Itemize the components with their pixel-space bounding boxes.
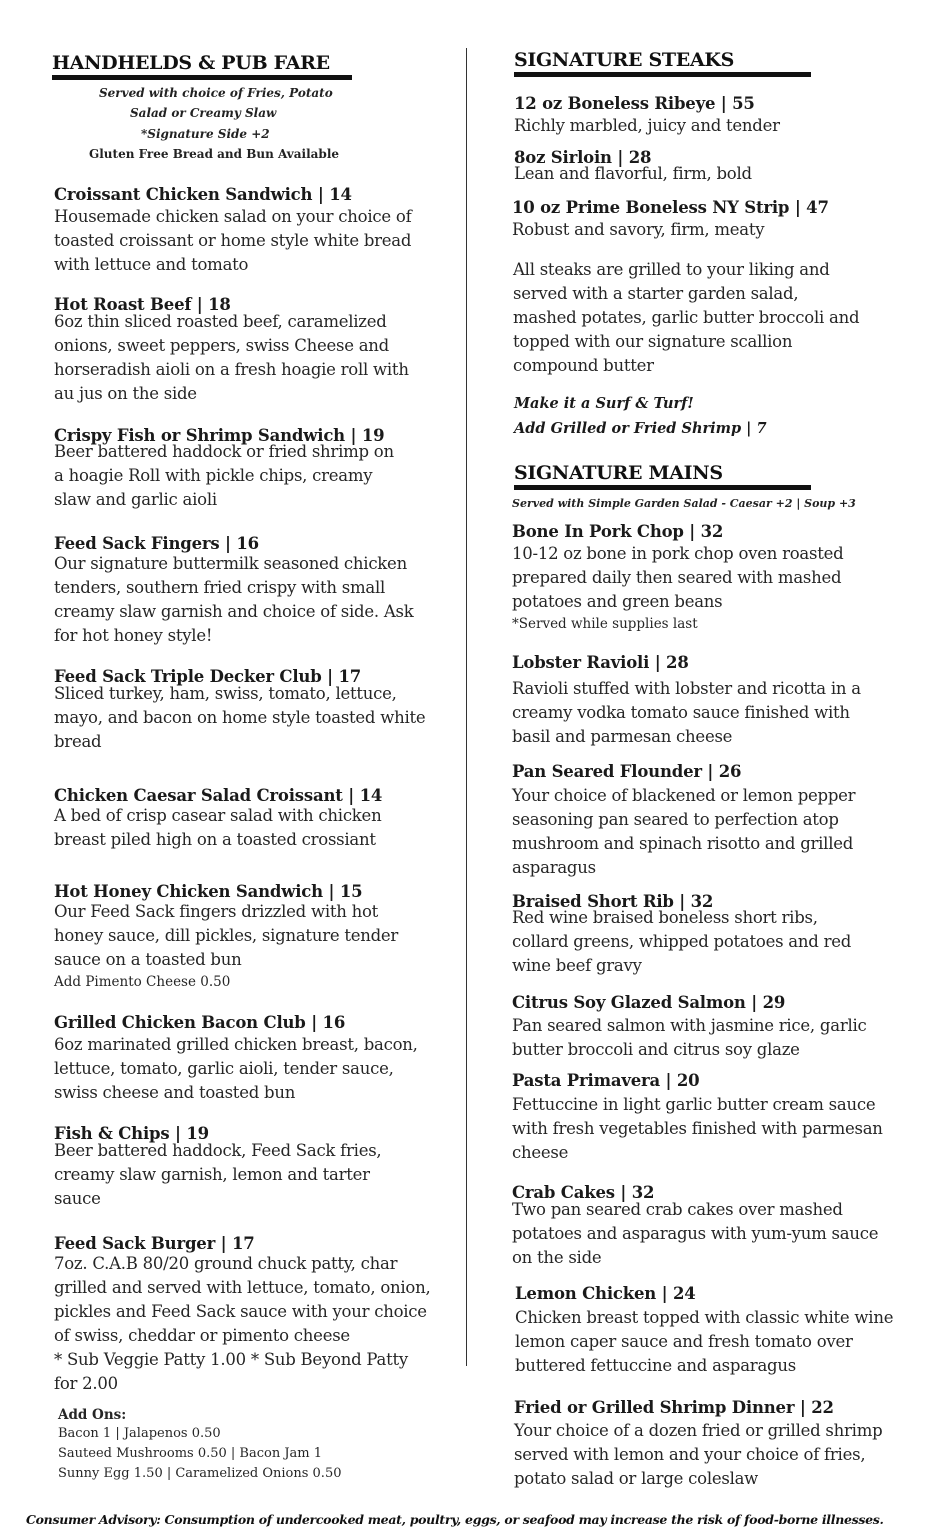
item-description: Beer battered haddock or fried shrimp on a hoagie Roll with pickle chips, creamy slaw and garlic aioli [54,442,394,509]
item-title: Pasta Primavera | 20 [512,1071,700,1090]
item-description: Ravioli stuffed with lobster and ricotta in a creamy vodka tomato sauce finished with basil and parmesan cheese [512,679,861,746]
consumer-advisory: Consumer Advisory: Consumption of undercooked meat, poultry, eggs, or seafood may increase the risk of food-borne illnesses. [26,1512,884,1527]
mains-section-title: SIGNATURE MAINS [514,462,723,484]
item-title: 10 oz Prime Boneless NY Strip | 47 [512,198,829,217]
item-title: Lobster Ravioli | 28 [512,653,689,672]
item-description: Lean and flavorful, firm, bold [514,164,752,183]
item-title: Crab Cakes | 32 [512,1183,655,1202]
item-title: Bone In Pork Chop | 32 [512,522,724,541]
item-description: Red wine braised boneless short ribs, collard greens, whipped potatoes and red wine beef gravy [512,908,852,975]
menu-item [512,993,867,1062]
item-description: 6oz thin sliced roasted beef, caramelized onions, sweet peppers, swiss Cheese and horseradish aioli on a fresh hoagie roll with au jus on the side [54,312,409,403]
item-description: Robust and savory, firm, meaty [512,220,765,239]
item-title: Feed Sack Burger | 17 [54,1234,255,1253]
menu-item [54,1124,381,1211]
item-description: Your choice of a dozen fried or grilled shrimp served with lemon and your choice of fries, potato salad or large coleslaw [514,1421,883,1488]
addons-list: Bacon 1 | Jalapenos 0.50 Sauteed Mushrooms 0.50 | Bacon Jam 1 Sunny Egg 1.50 | Caramelized Onions 0.50 [58,1426,342,1481]
item-description: Our signature buttermilk seasoned chicken tenders, southern fried crispy with small creamy slaw garnish and choice of side. Ask for hot honey style! [54,554,414,645]
item-description: Your choice of blackened or lemon pepper seasoning pan seared to perfection atop mushroom and spinach risotto and grilled asparagus [512,786,856,877]
item-description: 7oz. C.A.B 80/20 ground chuck patty, char grilled and served with lettuce, tomato, onion, pickles and Feed Sack sauce with your choice of swiss, cheddar or pimento cheese * Sub Veggie Patty 1.00 * Sub Beyond Patty for 2.00 [54,1254,431,1393]
item-description: Our Feed Sack fingers drizzled with hot honey sauce, dill pickles, signature tender sauce on a toasted bun [54,902,399,969]
item-title: Grilled Chicken Bacon Club | 16 [54,1013,346,1032]
menu-item [54,882,398,992]
item-description: A bed of crisp casear salad with chicken breast piled high on a toasted crossiant [54,806,382,849]
item-description: Housemade chicken salad on your choice of toasted croissant or home style white bread with lettuce and tomato [54,207,412,274]
menu-item [54,185,411,277]
menu-item [54,786,382,852]
item-description: Richly marbled, juicy and tender [514,116,780,135]
steaks-note: All steaks are grilled to your liking and served with a starter garden salad, mashed potates, garlic butter broccoli and topped with our signature scallion compound butter [513,260,860,375]
menu-item [54,426,394,512]
menu-item [512,892,851,978]
addons-block [58,1406,342,1484]
menu-item [54,1234,430,1396]
item-addon-note: Add Pimento Cheese 0.50 [54,974,231,990]
menu-item [515,1284,893,1378]
handhelds-note-2: Salad or Creamy Slaw [130,106,277,120]
item-note: *Served while supplies last [512,616,698,632]
steaks-section-title: SIGNATURE STEAKS [514,49,735,71]
mains-subtitle: Served with Simple Garden Salad - Caesar +2 | Soup +3 [512,497,856,510]
menu-item [54,295,409,406]
menu-item [512,653,861,749]
item-title: Lemon Chicken | 24 [515,1284,696,1303]
handhelds-title-rule [52,75,352,80]
item-title: Hot Roast Beef | 18 [54,295,231,314]
menu-item [512,198,829,242]
add-shrimp-note: Add Grilled or Fried Shrimp | 7 [514,420,767,437]
item-title: Fried or Grilled Shrimp Dinner | 22 [514,1398,834,1417]
menu-item [512,762,855,880]
item-title: Feed Sack Fingers | 16 [54,534,259,553]
mains-title-rule [514,485,811,490]
item-description: Chicken breast topped with classic white wine lemon caper sauce and fresh tomato over buttered fettuccine and asparagus [515,1308,894,1375]
column-divider [466,48,467,1366]
handhelds-section-title: HANDHELDS & PUB FARE [52,52,330,74]
handhelds-note-1: Served with choice of Fries, Potato [99,86,333,100]
item-description: 10-12 oz bone in pork chop oven roasted prepared daily then seared with mashed potatoes and green beans [512,544,844,611]
item-description: 6oz marinated grilled chicken breast, bacon, lettuce, tomato, garlic aioli, tender sauce, swiss cheese and toasted bun [54,1035,418,1102]
addons-title: Add Ons: [58,1407,127,1423]
item-title: Hot Honey Chicken Sandwich | 15 [54,882,363,901]
menu-item [512,522,843,634]
menu-item [514,94,780,138]
item-title: 8oz Sirloin | 28 [514,148,652,167]
steaks-title-rule [514,72,811,77]
item-title: Crispy Fish or Shrimp Sandwich | 19 [54,426,385,445]
menu-item [54,1013,418,1105]
item-title: 12 oz Boneless Ribeye | 55 [514,94,755,113]
item-title: Citrus Soy Glazed Salmon | 29 [512,993,786,1012]
item-description: Two pan seared crab cakes over mashed potatoes and asparagus with yum-yum sauce on the side [512,1200,879,1267]
item-description: Sliced turkey, ham, swiss, tomato, lettuce, mayo, and bacon on home style toasted white bread [54,684,426,751]
menu-item [514,148,752,186]
item-title: Braised Short Rib | 32 [512,892,714,911]
item-title: Fish & Chips | 19 [54,1124,209,1143]
menu-item [54,667,425,754]
item-title: Croissant Chicken Sandwich | 14 [54,185,352,204]
item-description: Fettuccine in light garlic butter cream sauce with fresh vegetables finished with parmesan cheese [512,1095,883,1162]
item-title: Feed Sack Triple Decker Club | 17 [54,667,362,686]
menu-item [512,1071,883,1165]
item-description: Pan seared salmon with jasmine rice, garlic butter broccoli and citrus soy glaze [512,1016,867,1059]
menu-item [54,534,414,648]
menu-item [514,1398,882,1491]
item-description: Beer battered haddock, Feed Sack fries, creamy slaw garnish, lemon and tarter sauce [54,1141,382,1208]
item-title: Chicken Caesar Salad Croissant | 14 [54,786,383,805]
handhelds-note-3: *Signature Side +2 [141,127,270,141]
item-title: Pan Seared Flounder | 26 [512,762,742,781]
surf-turf-note: Make it a Surf & Turf! [514,395,694,412]
handhelds-note-4: Gluten Free Bread and Bun Available [89,147,340,161]
menu-item [512,1183,878,1270]
